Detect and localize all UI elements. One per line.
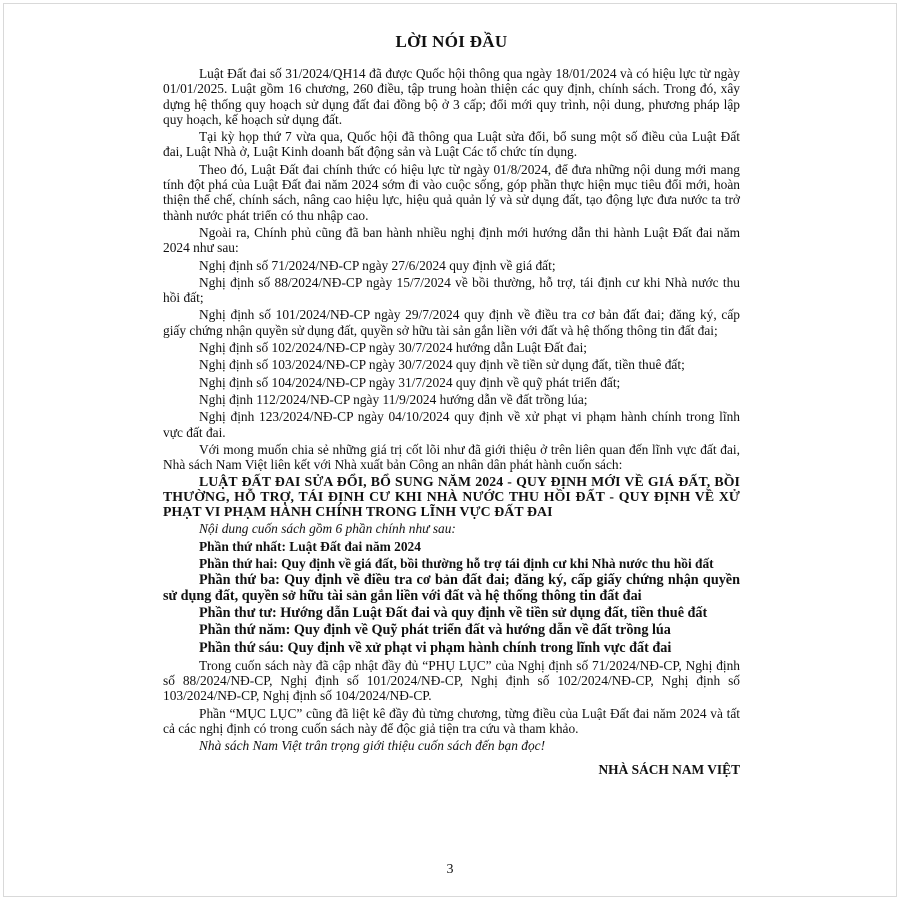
page-number: 3 [446, 862, 454, 877]
page-title: LỜI NÓI ĐẦU [395, 32, 508, 51]
paragraph-3: Theo đó, Luật Đất đai chính thức có hiệu lực từ ngày 01/8/2024, để đưa những nội dung mới mang tính đột phá của Luật Đất đai năm 2024 sớm đi vào cuộc sống, góp phần thực hiện mục tiêu đổi mới, hoàn thiện thể chế, chính sách, nâng cao hiệu lực, hiệu quả quản lý và sử dụng đất, tạo động lực đưa nước ta trở thành nước phát triển có thu nhập cao. [163, 161, 740, 223]
part-item: Phần thư tư: Hướng dẫn Luật Đất đai và quy định về tiền sử dụng đất, tiền thuê đất [199, 604, 708, 621]
decree-item: Nghị định 123/2024/NĐ-CP ngày 04/10/2024 quy định về xử phạt vi phạm hành chính trong lĩnh vực đất đai. [163, 409, 740, 440]
book-title: LUẬT ĐẤT ĐAI SỬA ĐỔI, BỔ SUNG NĂM 2024 - QUY ĐỊNH MỚI VỀ GIÁ ĐẤT, BỒI THƯỜNG, HỖ TRỢ, TÁI ĐỊNH CƯ KHI NHÀ NƯỚC THU HỒI ĐẤT - QUY ĐỊNH VỀ XỬ PHẠT VI PHẠM HÀNH CHÍNH TRONG LĨNH VỰC ĐẤT ĐAI [163, 474, 740, 520]
part-item: Phần thứ năm: Quy định về Quỹ phát triển đất và hướng dẫn về đất trồng lúa [199, 622, 671, 639]
paragraph-2: Tại kỳ họp thứ 7 vừa qua, Quốc hội đã thông qua Luật sửa đổi, bổ sung một số điều của Luật Đất đai, Luật Nhà ở, Luật Kinh doanh bất động sản và Luật Các tổ chức tín dụng. [163, 129, 740, 160]
decree-item: Nghị định 112/2024/NĐ-CP ngày 11/9/2024 hướng dẫn về đất trồng lúa; [199, 391, 588, 407]
part-item: Phần thứ sáu: Quy định về xử phạt vi phạm hành chính trong lĩnh vực đất đai [199, 639, 672, 656]
decree-item: Nghị định số 102/2024/NĐ-CP ngày 30/7/2024 hướng dẫn Luật Đất đai; [199, 340, 588, 356]
paragraph-1: Luật Đất đai số 31/2024/QH14 đã được Quốc hội thông qua ngày 18/01/2024 và có hiệu lực từ ngày 01/01/2025. Luật gồm 16 chương, 260 điều, tập trung hoàn thiện các quy định, chính sách. Trong đó, xây dựng hệ thống quy hoạch sử dụng đất đai đồng bộ ở 3 cấp; đổi mới quy trình, nội dung, phương pháp lập quy hoạch, kế hoạch sử dụng đất. [163, 66, 740, 127]
decree-item: Nghị định số 101/2024/NĐ-CP ngày 29/7/2024 quy định về điều tra cơ bản đất đai; đăng ký, cấp giấy chứng nhận quyền sử dụng đất, quyền sở hữu tài sản gắn liền với đất và hệ thống thông tin đất đai; [163, 307, 740, 338]
toc-paragraph: Phần “MỤC LỤC” cũng đã liệt kê đầy đủ từng chương, từng điều của Luật Đất đai năm 2024 và tất cả các nghị định có trong cuốn sách này để độc giả tiện tra cứu và tham khảo. [163, 705, 740, 736]
book-intro-paragraph: Với mong muốn chia sẻ những giá trị cốt lõi như đã giới thiệu ở trên liên quan đến lĩnh vực đất đai, Nhà sách Nam Việt liên kết với Nhà xuất bản Công an nhân dân phát hành cuốn sách: [163, 441, 740, 473]
appendix-paragraph: Trong cuốn sách này đã cập nhật đầy đủ “PHỤ LỤC” của Nghị định số 71/2024/NĐ-CP, Nghị định số 88/2024/NĐ-CP, Nghị định số 101/2024/NĐ-CP, Nghị định số 102/2024/NĐ-CP, Nghị định số 103/2024/NĐ-CP, Nghị định số 104/2024/NĐ-CP. [163, 657, 740, 704]
decree-item: Nghị định số 71/2024/NĐ-CP ngày 27/6/2024 quy định về giá đất; [199, 257, 556, 273]
part-item: Phần thứ ba: Quy định về điều tra cơ bản đất đai; đăng ký, cấp giấy chứng nhận quyền sử dụng đất, quyền sở hữu tài sản gắn liền với đất và hệ thống thông tin đất đai [163, 572, 740, 604]
paragraph-4: Ngoài ra, Chính phủ cũng đã ban hành nhiều nghị định mới hướng dẫn thi hành Luật Đất đai năm 2024 như sau: [163, 224, 740, 256]
contents-intro: Nội dung cuốn sách gồm 6 phần chính như sau: [199, 521, 456, 537]
part-item: Phần thứ hai: Quy định về giá đất, bồi thường hỗ trợ tái định cư khi Nhà nước thu hồi đất [199, 556, 714, 572]
decree-item: Nghị định số 88/2024/NĐ-CP ngày 15/7/2024 về bồi thường, hỗ trợ, tái định cư khi Nhà nước thu hồi đất; [163, 274, 740, 306]
signature: NHÀ SÁCH NAM VIỆT [598, 761, 740, 777]
decree-item: Nghị định số 104/2024/NĐ-CP ngày 31/7/2024 quy định về quỹ phát triển đất; [199, 374, 621, 390]
closing-line: Nhà sách Nam Việt trân trọng giới thiệu cuốn sách đến bạn đọc! [199, 738, 546, 754]
decree-item: Nghị định số 103/2024/NĐ-CP ngày 30/7/2024 quy định về tiền sử dụng đất, tiền thuê đất; [199, 357, 685, 373]
page-content [163, 32, 740, 779]
part-item: Phần thứ nhất: Luật Đất đai năm 2024 [199, 538, 421, 554]
